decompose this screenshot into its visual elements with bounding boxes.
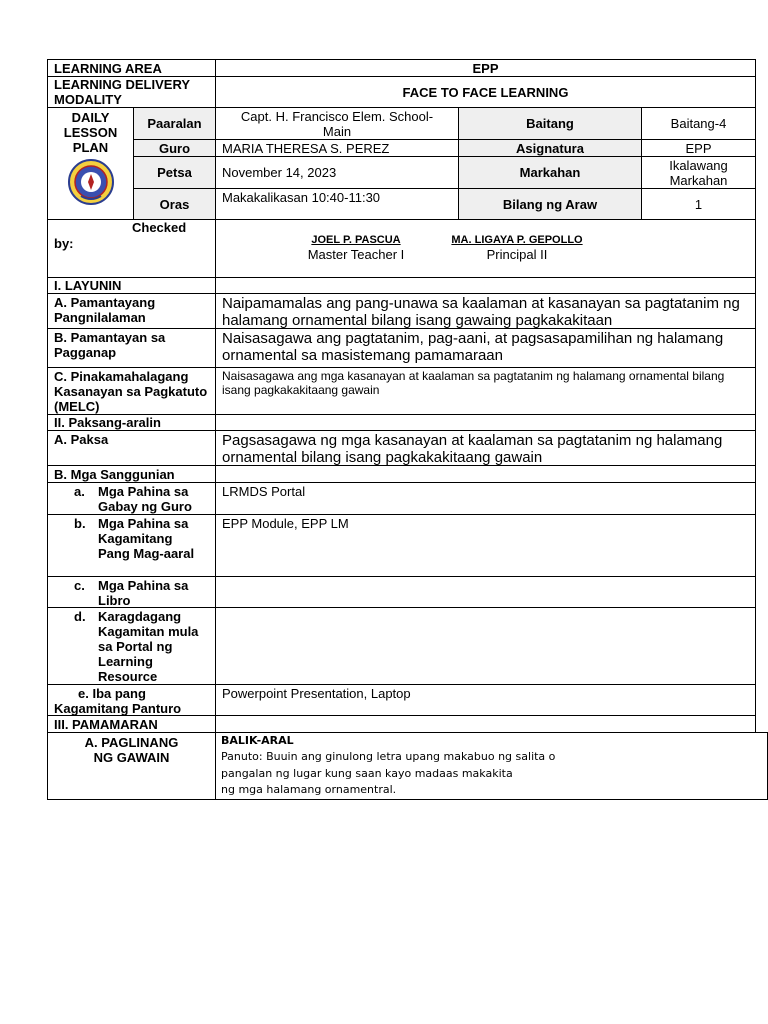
sanggunian-item-a bbox=[47, 482, 216, 515]
paksang-aralin-empty bbox=[215, 414, 756, 431]
school-seal-icon bbox=[67, 158, 115, 206]
markahan-value: Ikalawang Markahan bbox=[641, 156, 756, 189]
dlp-label: DAILY LESSON PLAN bbox=[63, 110, 118, 155]
paaralan-label: Paaralan bbox=[133, 107, 216, 140]
iba-pang-kagamitan-value: Powerpoint Presentation, Laptop bbox=[215, 684, 756, 716]
sanggunian-item-d bbox=[47, 607, 216, 685]
markahan-label: Markahan bbox=[458, 156, 642, 189]
paksa-value: Pagsasagawa ng mga kasanayan at kaalaman sa pagtatanim ng halamang ornamental bilang isang pagkakakitaang gawain bbox=[215, 430, 756, 466]
guro-label: Guro bbox=[133, 139, 216, 157]
sanggunian-item-letter: d. bbox=[74, 609, 86, 624]
paglinang-label: A. PAGLINANG NG GAWAIN bbox=[47, 732, 216, 800]
layunin-b-value: Naisasagawa ang pagtatanim, pag-aani, at pagsasapamilihan ng halamang ornamental sa masistemang pamamaraan bbox=[215, 328, 756, 368]
baitang-value: Baitang-4 bbox=[641, 107, 756, 140]
sanggunian-value-b: EPP Module, EPP LM bbox=[215, 514, 756, 577]
panuto-line-3: ng mga halamang ornamentral. bbox=[221, 783, 397, 796]
asignatura-value: EPP bbox=[641, 139, 756, 157]
sanggunian-item-letter: b. bbox=[74, 516, 86, 531]
learning-area-value: EPP bbox=[215, 59, 756, 77]
modality-label: LEARNING DELIVERY MODALITY bbox=[47, 76, 216, 108]
layunin-title-empty bbox=[215, 277, 756, 294]
bilang-label: Bilang ng Araw bbox=[458, 188, 642, 220]
baitang-label: Baitang bbox=[458, 107, 642, 140]
signatory-name-2: MA. LIGAYA P. GEPOLLO bbox=[451, 234, 583, 246]
sanggunian-empty bbox=[215, 465, 756, 483]
sanggunian-value-d bbox=[215, 607, 756, 685]
oras-label: Oras bbox=[133, 188, 216, 220]
sanggunian-label: B. Mga Sanggunian bbox=[47, 465, 216, 483]
balik-aral-box bbox=[221, 734, 761, 797]
signatory-name-1: JOEL P. PASCUA bbox=[311, 234, 401, 246]
sanggunian-item-c bbox=[47, 576, 216, 608]
sanggunian-value-c bbox=[215, 576, 756, 608]
guro-value: MARIA THERESA S. PEREZ bbox=[215, 139, 459, 157]
layunin-title: I. LAYUNIN bbox=[47, 277, 216, 294]
paksang-aralin-title: II. Paksang-aralin bbox=[47, 414, 216, 431]
layunin-c-value: Naisasagawa ang mga kasanayan at kaalaman sa pagtatanim ng halamang ornamental bilang isang pagkakakitaang gawain bbox=[215, 367, 756, 415]
checked-label-bottom: by: bbox=[54, 236, 74, 251]
modality-value: FACE TO FACE LEARNING bbox=[215, 76, 756, 108]
panuto-line-2: pangalan ng lugar kung saan kayo madaas makakita bbox=[221, 767, 513, 780]
learning-area-label: LEARNING AREA bbox=[47, 59, 216, 77]
bilang-value: 1 bbox=[641, 188, 756, 220]
petsa-label: Petsa bbox=[133, 156, 216, 189]
layunin-b-label: B. Pamantayan sa Pagganap bbox=[47, 328, 216, 368]
sanggunian-item-b bbox=[47, 514, 216, 577]
sanggunian-item-label: Mga Pahina sa Libro bbox=[98, 578, 189, 608]
layunin-a-label: A. Pamantayang Pangnilalaman bbox=[47, 293, 216, 329]
layunin-c-label: C. Pinakamahalagang Kasanayan sa Pagkatuto (MELC) bbox=[47, 367, 216, 415]
iba-pang-kagamitan-label: e. Iba pang Kagamitang Panturo bbox=[47, 684, 216, 716]
sanggunian-item-letter: c. bbox=[74, 578, 85, 593]
sanggunian-value-a: LRMDS Portal bbox=[215, 482, 756, 515]
pamamaraan-title: III. PAMAMARAN bbox=[47, 715, 216, 733]
sanggunian-item-label: Mga Pahina sa Gabay ng Guro bbox=[98, 484, 192, 514]
sanggunian-item-letter: a. bbox=[74, 484, 85, 499]
checked-signatories bbox=[215, 219, 756, 278]
paksa-label: A. Paksa bbox=[47, 430, 216, 466]
pamamaraan-empty bbox=[215, 715, 756, 733]
signatory-role-1: Master Teacher I bbox=[307, 247, 405, 262]
layunin-a-value: Naipamamalas ang pang-unawa sa kaalaman at kasanayan sa pagtatanim ng halamang ornamental bilang isang gawaing pagkakakitaan bbox=[215, 293, 756, 329]
sanggunian-item-label: Mga Pahina sa Kagamitang Pang Mag-aaral bbox=[98, 516, 195, 561]
balik-aral-title: BALIK-ARAL bbox=[221, 734, 294, 747]
sanggunian-item-label: Karagdagang Kagamitan mula sa Portal ng Learning Resource bbox=[98, 609, 199, 684]
dlp-block bbox=[47, 107, 134, 220]
oras-value: Makakalikasan 10:40-11:30 bbox=[215, 188, 459, 220]
petsa-value: November 14, 2023 bbox=[215, 156, 459, 189]
signatory-role-2: Principal II bbox=[486, 247, 548, 262]
asignatura-label: Asignatura bbox=[458, 139, 642, 157]
panuto-line-1: Panuto: Buuin ang ginulong letra upang makabuo ng salita o bbox=[221, 750, 556, 763]
checked-label-top: Checked bbox=[132, 220, 187, 235]
checked-label-cell bbox=[47, 219, 216, 278]
paaralan-value: Capt. H. Francisco Elem. School-Main bbox=[215, 107, 459, 140]
